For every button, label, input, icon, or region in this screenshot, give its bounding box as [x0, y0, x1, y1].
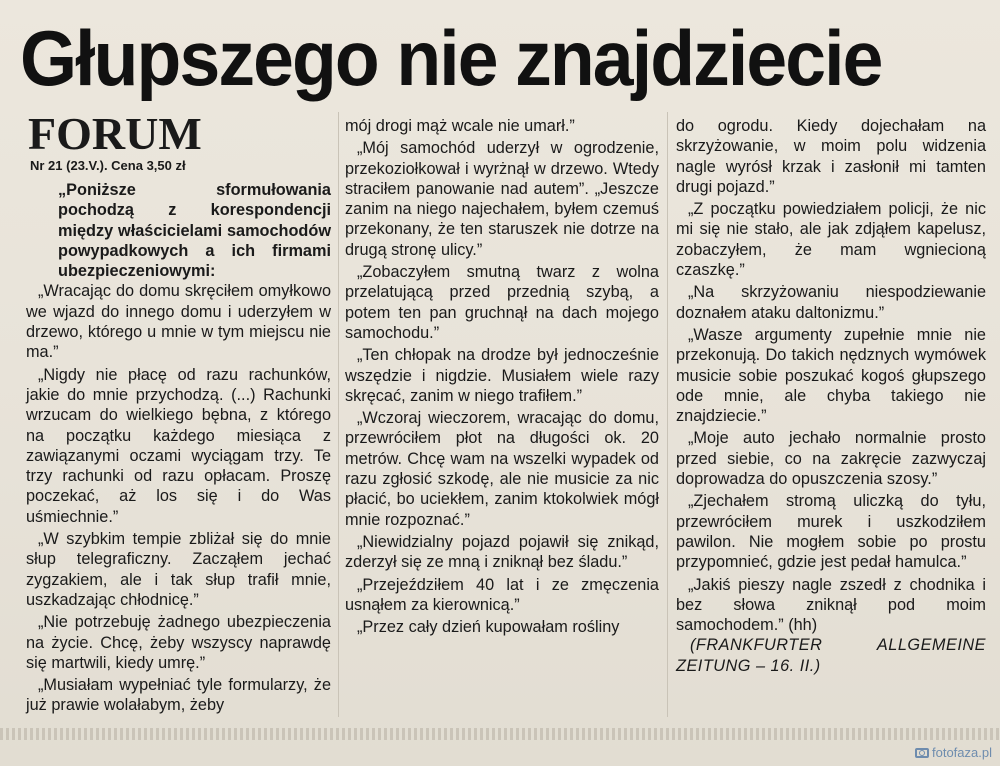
- column-3: [676, 116, 986, 676]
- column-1: [26, 108, 331, 716]
- column-divider: [338, 112, 339, 717]
- quote-paragraph: „Na skrzyżowaniu niespodziewanie doznałem ataku daltonizmu.”: [676, 283, 986, 322]
- quote-paragraph: „Moje auto jechało normalnie prosto przed siebie, co na zakręcie zazwyczaj doprowadza do opuszczenia szosy.”: [676, 429, 986, 489]
- source-credit: (FRANKFURTER ALLGEMEINE ZEITUNG – 16. II.): [676, 636, 986, 675]
- quote-paragraph: „Nigdy nie płacę od razu rachunków, jakie do mnie przychodzą. (...) Rachunki wrzucam do wielkiego bębna, z którego na początku każdego miesiąca z zawiązanymi oczami wyciągam trzy. Te trzy rachunki od razu opłacam. Proszę poczekać, aż los się i do Was uśmiechnie.”: [26, 365, 331, 526]
- quote-paragraph: „Przejeździłem 40 lat i ze zmęczenia usnąłem za kierownicą.”: [345, 575, 659, 614]
- column-2: [345, 116, 659, 637]
- issue-info: Nr 21 (23.V.). Cena 3,50 zł: [30, 158, 186, 173]
- quote-paragraph: „Przez cały dzień kupowałam rośliny: [357, 618, 620, 637]
- quote-paragraph: „Wracając do domu skręciłem omyłkowo we wjazd do innego domu i uderzyłem w drzewo, którego u mnie w tym miejscu nie ma.”: [26, 282, 331, 362]
- column-divider: [667, 112, 668, 717]
- quote-paragraph: „Zjechałem stromą uliczką do tyłu, przewróciłem murek i uszkodziłem pawilon. Nie mogłem sobie po prostu przypomnieć, gdzie jest pedał hamulca.”: [676, 492, 986, 572]
- quote-paragraph: do ogrodu. Kiedy dojechałam na skrzyżowanie, w moim polu widzenia nagle wyrósł krzak i zasłonił mi tamten drugi pojazd.”: [676, 117, 986, 196]
- quote-paragraph: „Ten chłopak na drodze był jednocześnie wszędzie i nigdzie. Musiałem wiele razy skręcać, zanim w niego trafiłem.”: [345, 346, 659, 405]
- quote-paragraph: „W szybkim tempie zbliżał się do mnie słup telegraficzny. Zacząłem jechać zygzakiem, ale i tak słup trafił mnie, uszkadzając chłodnicę.”: [26, 530, 331, 609]
- watermark: [915, 745, 992, 760]
- lead-paragraph: „Poniższe sformułowania pochodzą z korespondencji między właścicielami samochodów powypadkowych a ich firmami ubezpieczeniowymi:: [58, 181, 331, 281]
- perforated-edge: [0, 728, 1000, 740]
- quote-paragraph: „Musiałam wypełniać tyle formularzy, że już prawie wolałabym, żeby: [26, 676, 331, 715]
- quote-paragraph: „Z początku powiedziałem policji, że nic mi się nie stało, ale jak zdjąłem kapelusz, zobaczyłem, że mam wgniecioną czaszkę.”: [676, 200, 986, 280]
- quote-paragraph: „Niewidzialny pojazd pojawił się znikąd, zderzył się ze mną i zniknął bez śladu.”: [345, 532, 659, 572]
- quote-paragraph: „Mój samochód uderzył w ogrodzenie, przekoziołkował i wyrżnął w drzewo. Wtedy straciłem panowanie nad autem”. „Jeszcze zanim na niego najechałem, byłem czemuś przekonany, że ten staruszek nie dotrze na drugą stronę ulicy.”: [345, 139, 659, 259]
- camera-icon: [915, 748, 929, 758]
- source-masthead: FORUM: [28, 108, 202, 159]
- quote-paragraph: „Wasze argumenty zupełnie mnie nie przekonują. Do takich nędznych wymówek musicie sobie poszukać kogoś głupszego ode mnie, ale chyba takiego nie znajdziecie.”: [676, 325, 986, 426]
- watermark-text: fotofaza.pl: [932, 745, 992, 760]
- quote-paragraph: „Zobaczyłem smutną twarz z wolna przelatującą przed przednią szybą, a potem ten pan gruchnął na dach mojego samochodu.”: [345, 263, 659, 342]
- quote-paragraph: mój drogi mąż wcale nie umarł.”: [345, 117, 575, 135]
- quote-paragraph: „Wczoraj wieczorem, wracając do domu, przewróciłem płot na długości ok. 20 metrów. Chcę wam na wszelki wypadek od razu zgłosić szkodę, ale nie musicie za nic płacić, bo uciekłem, zanim ktokolwiek mógł mnie rozpoznać.”: [345, 409, 659, 529]
- headline: Głupszego nie znajdziecie: [20, 14, 882, 102]
- quote-paragraph: „Nie potrzebuję żadnego ubezpieczenia na życie. Chcę, żeby wszyscy naprawdę się martwili, kiedy umrę.”: [26, 613, 331, 672]
- quote-paragraph: „Jakiś pieszy nagle zszedł z chodnika i bez słowa zniknął pod moim samochodem.” (hh): [676, 575, 986, 635]
